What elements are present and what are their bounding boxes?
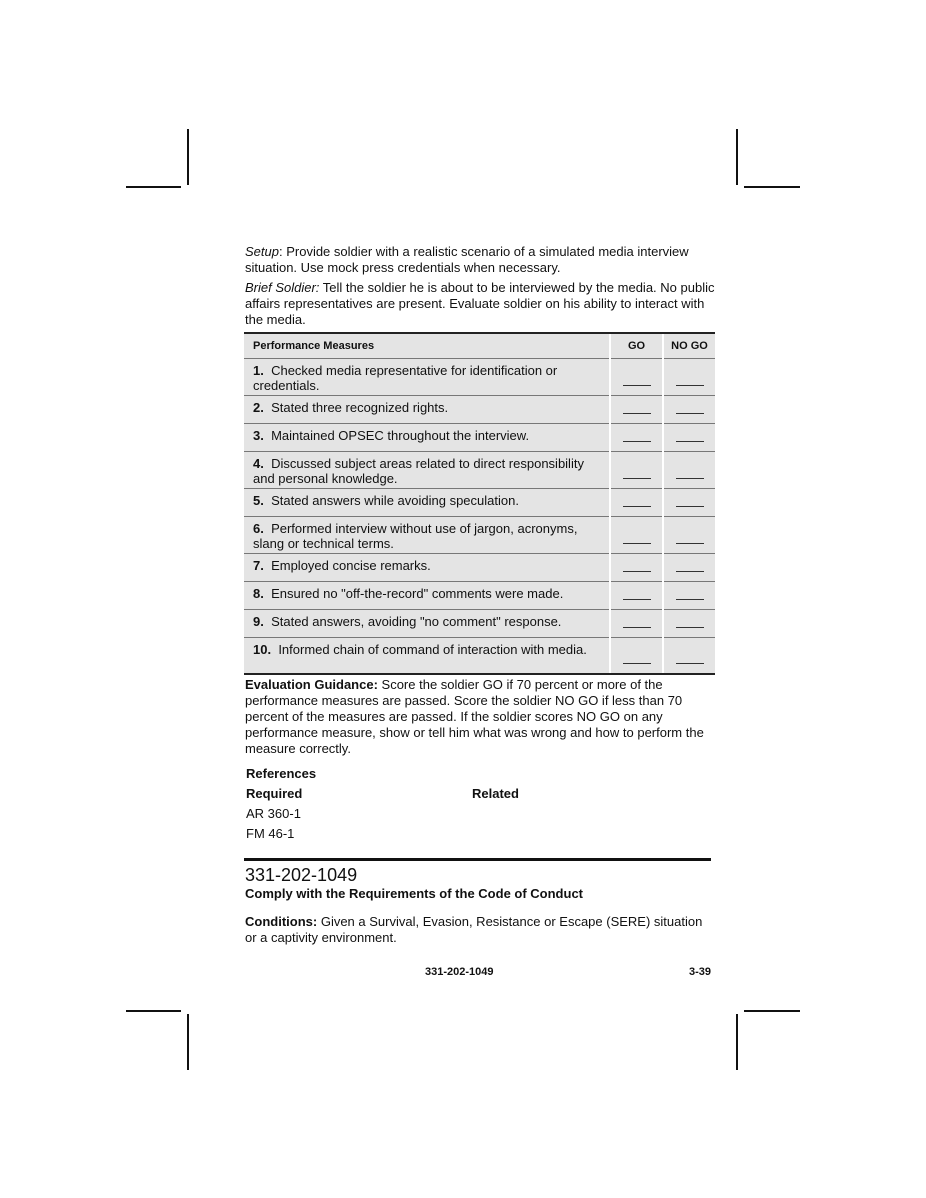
- measure-text: Performed interview without use of jargon, acronyms, slang or technical terms.: [253, 521, 578, 551]
- footer-task-number: 331-202-1049: [425, 966, 494, 978]
- brief-label: Brief Soldier:: [245, 280, 320, 295]
- nogo-blank[interactable]: [676, 626, 704, 628]
- go-blank[interactable]: [623, 542, 651, 544]
- page-number: 3-39: [689, 966, 712, 978]
- setup-paragraph: [245, 244, 715, 276]
- table-row: [244, 582, 715, 610]
- measure-number: 9.: [253, 614, 264, 629]
- brief-paragraph: [245, 280, 715, 328]
- measure-cell: [244, 610, 610, 638]
- measure-number: 1.: [253, 363, 264, 378]
- measure-cell: [244, 359, 610, 396]
- measure-number: 4.: [253, 456, 264, 471]
- table-row: [244, 424, 715, 452]
- measure-text: Maintained OPSEC throughout the interview.: [271, 428, 530, 443]
- nogo-blank[interactable]: [676, 440, 704, 442]
- measure-text: Checked media representative for identification or credentials.: [253, 363, 558, 393]
- measure-number: 3.: [253, 428, 264, 443]
- performance-measures-body: [244, 359, 715, 674]
- crop-mark: [736, 129, 738, 185]
- measure-cell: [244, 517, 610, 554]
- measure-cell: [244, 638, 610, 674]
- measure-number: 7.: [253, 558, 264, 573]
- intro-section: [245, 244, 715, 332]
- nogo-cell: [663, 582, 715, 610]
- table-row: [244, 452, 715, 489]
- measure-text: Informed chain of command of interaction with media.: [278, 642, 587, 657]
- nogo-cell: [663, 359, 715, 396]
- crop-mark: [744, 1010, 800, 1012]
- go-cell: [610, 638, 663, 674]
- nogo-cell: [663, 554, 715, 582]
- nogo-blank[interactable]: [676, 384, 704, 386]
- crop-mark: [187, 1014, 189, 1070]
- guidance-label: Evaluation Guidance:: [245, 677, 378, 692]
- conditions-label: Conditions:: [245, 914, 318, 929]
- crop-mark: [126, 186, 181, 188]
- task-title: Comply with the Requirements of the Code of Conduct: [245, 886, 583, 901]
- go-cell: [610, 489, 663, 517]
- nogo-cell: [663, 424, 715, 452]
- related-label: Related: [472, 786, 519, 801]
- measure-cell: [244, 452, 610, 489]
- setup-text: : Provide soldier with a realistic scenario of a simulated media interview situation. Use mock press credentials when necessary.: [245, 244, 689, 275]
- go-cell: [610, 554, 663, 582]
- nogo-cell: [663, 489, 715, 517]
- go-cell: [610, 610, 663, 638]
- nogo-blank[interactable]: [676, 598, 704, 600]
- measure-text: Discussed subject areas related to direct responsibility and personal knowledge.: [253, 456, 584, 486]
- nogo-cell: [663, 396, 715, 424]
- table-row: [244, 610, 715, 638]
- table-row: [244, 489, 715, 517]
- go-blank[interactable]: [623, 626, 651, 628]
- go-cell: [610, 582, 663, 610]
- setup-label: Setup: [245, 244, 279, 259]
- table-row: [244, 554, 715, 582]
- nogo-blank[interactable]: [676, 662, 704, 664]
- crop-mark: [126, 1010, 181, 1012]
- nogo-blank[interactable]: [676, 542, 704, 544]
- go-blank[interactable]: [623, 477, 651, 479]
- nogo-cell: [663, 610, 715, 638]
- nogo-blank[interactable]: [676, 412, 704, 414]
- conditions-paragraph: [245, 914, 715, 946]
- required-reference: FM 46-1: [246, 826, 295, 841]
- required-label: Required: [246, 786, 303, 801]
- table-row: [244, 359, 715, 396]
- measure-cell: [244, 582, 610, 610]
- task-number: 331-202-1049: [245, 865, 358, 885]
- table-row: [244, 396, 715, 424]
- crop-mark: [736, 1014, 738, 1070]
- nogo-cell: [663, 638, 715, 674]
- go-cell: [610, 424, 663, 452]
- go-blank[interactable]: [623, 412, 651, 414]
- go-cell: [610, 452, 663, 489]
- guidance-text: Score the soldier GO if 70 percent or more of the performance measures are passed. Score the soldier NO GO if less than 70 percent of the measures are passed. If the soldier scores NO GO on any performance measure, show or tell him what was wrong and how to perform the measure correctly.: [245, 677, 704, 756]
- conditions-text: Given a Survival, Evasion, Resistance or Escape (SERE) situation or a captivity environment.: [245, 914, 703, 945]
- measure-cell: [244, 396, 610, 424]
- nogo-blank[interactable]: [676, 570, 704, 572]
- go-blank[interactable]: [623, 662, 651, 664]
- measure-number: 6.: [253, 521, 264, 536]
- performance-measures-header: Performance Measures: [244, 333, 610, 359]
- measure-cell: [244, 554, 610, 582]
- measure-text: Ensured no "off-the-record" comments were made.: [271, 586, 564, 601]
- go-header: GO: [610, 333, 663, 359]
- nogo-cell: [663, 452, 715, 489]
- go-blank[interactable]: [623, 505, 651, 507]
- references-section: [246, 764, 716, 844]
- measure-number: 2.: [253, 400, 264, 415]
- measure-text: Stated three recognized rights.: [271, 400, 449, 415]
- measure-number: 8.: [253, 586, 264, 601]
- references-title: References: [246, 766, 317, 781]
- go-cell: [610, 359, 663, 396]
- measure-cell: [244, 489, 610, 517]
- performance-measures-table: [244, 332, 715, 675]
- nogo-header: NO GO: [663, 333, 715, 359]
- nogo-cell: [663, 517, 715, 554]
- table-row: [244, 638, 715, 674]
- evaluation-guidance: [245, 677, 715, 757]
- go-blank[interactable]: [623, 570, 651, 572]
- go-blank[interactable]: [623, 598, 651, 600]
- go-blank[interactable]: [623, 440, 651, 442]
- measure-text: Stated answers, avoiding "no comment" response.: [271, 614, 562, 629]
- nogo-blank[interactable]: [676, 477, 704, 479]
- measure-text: Employed concise remarks.: [271, 558, 431, 573]
- measure-text: Stated answers while avoiding speculation.: [271, 493, 519, 508]
- required-reference: AR 360-1: [246, 806, 301, 821]
- measure-number: 5.: [253, 493, 264, 508]
- crop-mark: [187, 129, 189, 185]
- go-blank[interactable]: [623, 384, 651, 386]
- crop-mark: [744, 186, 800, 188]
- measure-number: 10.: [253, 642, 272, 657]
- brief-text: Tell the soldier he is about to be interviewed by the media. No public affairs representatives are present. Evaluate soldier on his ability to interact with the media.: [245, 280, 715, 327]
- table-row: [244, 517, 715, 554]
- section-divider: [244, 858, 711, 861]
- go-cell: [610, 517, 663, 554]
- nogo-blank[interactable]: [676, 505, 704, 507]
- measure-cell: [244, 424, 610, 452]
- go-cell: [610, 396, 663, 424]
